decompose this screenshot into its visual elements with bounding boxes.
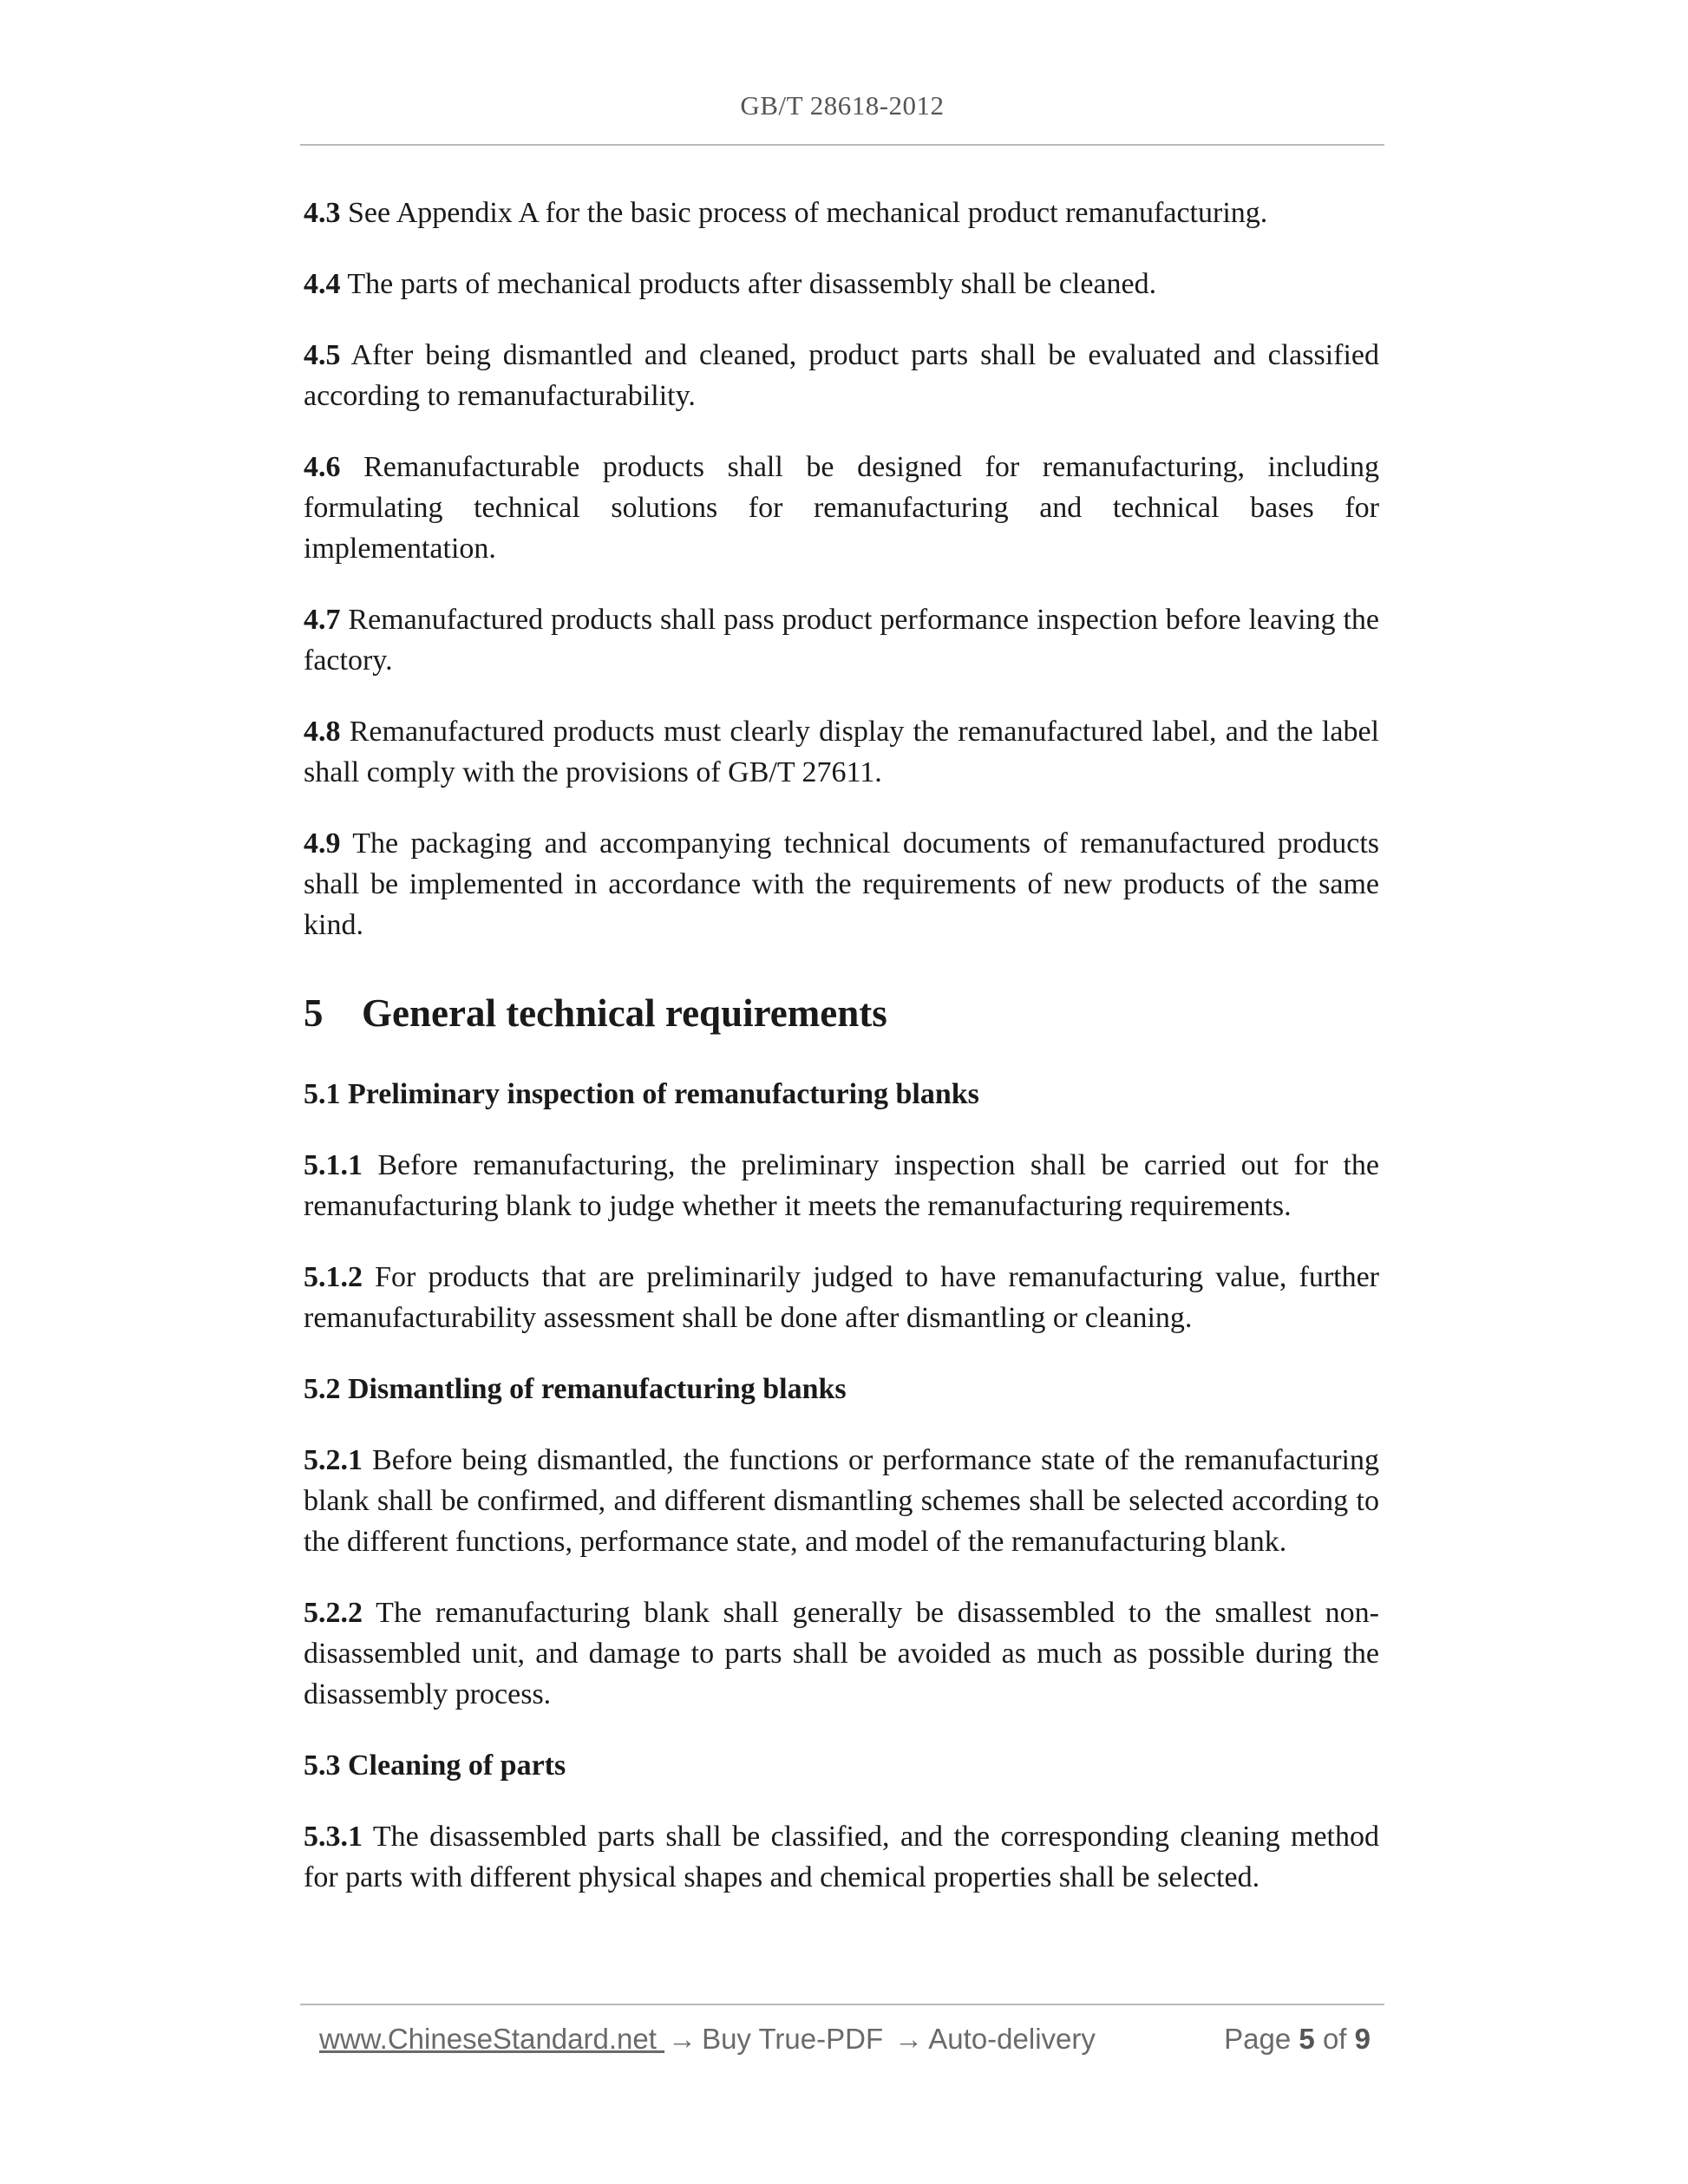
clause-4-3 (304, 193, 1379, 233)
page-indicator (1224, 2023, 1371, 2056)
clause-text: For products that are preliminarily judged to have remanufacturing value, further remanufacturability assessment shall be done after dismantling or cleaning. (304, 1261, 1379, 1334)
clause-4-7 (304, 599, 1379, 681)
subsection-heading-5-1: 5.1 Preliminary inspection of remanufacturing blanks (304, 1078, 979, 1110)
clause-number: 5.2.1 (304, 1444, 363, 1476)
clause-text: After being dismantled and cleaned, product parts shall be evaluated and classified according to remanufacturability. (304, 339, 1379, 412)
clause-text: Before being dismantled, the functions or performance state of the remanufacturing blank shall be confirmed, and different dismantling schemes shall be selected according to the different functions, performance state, and model of the remanufacturing blank. (304, 1444, 1379, 1558)
auto-delivery-label: Auto-delivery (928, 2023, 1096, 2055)
clause-text: The remanufacturing blank shall generally be disassembled to the smallest non-disassembled unit, and damage to parts shall be avoided as much as possible during the disassembly process. (304, 1597, 1379, 1710)
document-code-header: GB/T 28618-2012 (740, 90, 945, 121)
clause-5-3-1 (304, 1816, 1379, 1898)
clause-text: See Appendix A for the basic process of mechanical product remanufacturing. (340, 197, 1268, 229)
clause-number: 5.1.2 (304, 1261, 363, 1293)
clause-5-1-2 (304, 1257, 1379, 1338)
clause-number: 4.8 (304, 716, 341, 748)
clause-text: The parts of mechanical products after disassembly shall be cleaned. (340, 268, 1157, 300)
section-title: General technical requirements (362, 991, 887, 1035)
clause-number: 4.7 (304, 604, 341, 636)
clause-4-4 (304, 264, 1379, 304)
page-word: Page (1224, 2023, 1292, 2055)
header-divider (300, 144, 1384, 146)
clause-5-2-1 (304, 1440, 1379, 1562)
clause-4-9 (304, 823, 1379, 945)
clause-text: Remanufacturable products shall be designed for remanufacturing, including formulating technical solutions for remanufacturing and technical bases for implementation. (304, 451, 1379, 565)
total-page-number: 9 (1354, 2023, 1371, 2055)
clause-number: 4.5 (304, 339, 341, 371)
section-heading (304, 987, 1379, 1039)
footer-divider (300, 2004, 1384, 2005)
clause-5-1-1 (304, 1145, 1379, 1226)
clause-number: 4.3 (304, 197, 341, 229)
section-number: 5 (304, 991, 324, 1035)
clause-text: Remanufactured products must clearly display the remanufactured label, and the label shall comply with the provisions of GB/T 27611. (304, 716, 1379, 788)
clause-text: Before remanufacturing, the preliminary inspection shall be carried out for the remanufacturing blank to judge whether it meets the remanufacturing requirements. (304, 1149, 1379, 1222)
clause-number: 4.9 (304, 827, 341, 860)
document-body (304, 193, 1379, 1928)
subsection-heading-5-3: 5.3 Cleaning of parts (304, 1749, 566, 1782)
subsection-heading-5-2: 5.2 Dismantling of remanufacturing blanks (304, 1373, 847, 1405)
page-footer (319, 2023, 1371, 2064)
current-page-number: 5 (1299, 2023, 1315, 2055)
clause-number: 4.4 (304, 268, 341, 300)
buy-pdf-link[interactable]: Buy True-PDF (702, 2023, 884, 2055)
of-word: of (1322, 2023, 1347, 2055)
clause-number: 5.2.2 (304, 1597, 363, 1629)
clause-text: The packaging and accompanying technical documents of remanufactured products shall be implemented in accordance with the requirements of new products of the same kind. (304, 827, 1379, 941)
arrow-right-icon: → (668, 2023, 697, 2055)
clause-4-8 (304, 711, 1379, 793)
footer-links (319, 2023, 1096, 2056)
clause-5-2-2 (304, 1592, 1379, 1715)
clause-4-5 (304, 335, 1379, 416)
clause-text: Remanufactured products shall pass product performance inspection before leaving the factory. (304, 604, 1379, 677)
site-link[interactable]: www.ChineseStandard.net (319, 2023, 665, 2055)
clause-text: The disassembled parts shall be classified, and the corresponding cleaning method for parts with different physical shapes and chemical properties shall be selected. (304, 1821, 1379, 1893)
arrow-right-icon: → (894, 2023, 924, 2055)
clause-number: 4.6 (304, 451, 341, 483)
clause-number: 5.1.1 (304, 1149, 363, 1181)
clause-4-6 (304, 447, 1379, 569)
clause-number: 5.3.1 (304, 1821, 363, 1853)
